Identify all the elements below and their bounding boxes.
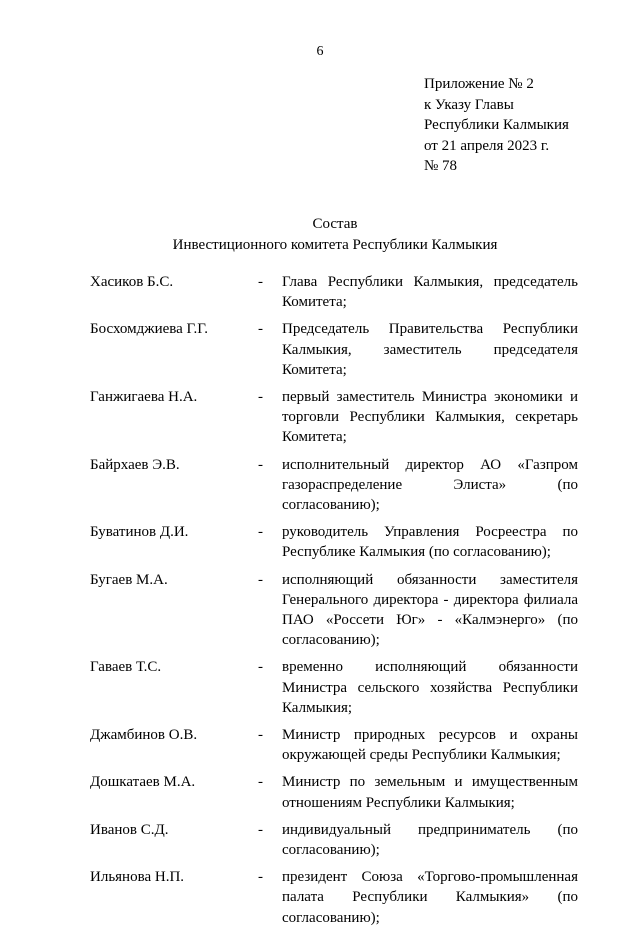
member-row <box>90 319 590 380</box>
member-role: Глава Республики Калмыкия, председатель Комитета; <box>282 274 578 311</box>
member-dash: - <box>258 456 263 473</box>
member-name: Хасиков Б.С. <box>90 274 174 290</box>
member-role: Министр природных ресурсов и охраны окружающей среды Республики Калмыкия; <box>282 727 578 764</box>
member-role: первый заместитель Министра экономики и торговли Республики Калмыкия, секретарь Комитета; <box>282 389 578 446</box>
member-dash: - <box>258 774 263 791</box>
member-name: Байрхаев Э.В. <box>90 456 180 473</box>
member-role: президент Союза «Торгово-промышленная палата Республики Калмыкия» (по согласованию); <box>282 869 578 926</box>
appendix-line: Приложение № 2 <box>424 76 534 92</box>
member-row <box>90 820 590 860</box>
appendix-line: Республики Калмыкия <box>424 117 569 133</box>
members-list <box>90 272 590 935</box>
member-name: Буватинов Д.И. <box>90 524 189 541</box>
member-row <box>90 570 590 651</box>
member-dash: - <box>258 869 263 886</box>
member-name: Дошкатаев М.А. <box>90 774 196 791</box>
member-role: временно исполняющий обязанности Министра сельского хозяйства Республики Калмыкия; <box>282 659 578 716</box>
title-line-1: Состав <box>312 216 358 232</box>
document-title <box>0 214 640 255</box>
member-dash: - <box>258 821 263 838</box>
member-row <box>90 725 590 765</box>
member-role: исполнительный директор АО «Газпром газораспределение Элиста» (по согласованию); <box>282 456 578 514</box>
member-role: Министр по земельным и имущественным отношениям Республики Калмыкия; <box>282 774 578 811</box>
title-line-2: Инвестиционного комитета Республики Калмыкия <box>172 236 498 253</box>
member-name: Иванов С.Д. <box>90 821 169 838</box>
member-name: Ганжигаева Н.А. <box>90 389 198 406</box>
member-row <box>90 657 590 718</box>
page-number: 6 <box>316 44 324 59</box>
member-dash: - <box>258 659 263 676</box>
member-role: руководитель Управления Росреестра по Республике Калмыкия (по согласованию); <box>282 524 578 561</box>
member-role: Председатель Правительства Республики Калмыкия, заместитель председателя Комитета; <box>282 321 578 378</box>
appendix-line: к Указу Главы <box>424 96 514 113</box>
member-row <box>90 867 590 928</box>
member-dash: - <box>258 524 263 541</box>
member-row <box>90 522 590 562</box>
member-role: индивидуальный предприниматель (по согласованию); <box>282 821 578 859</box>
member-dash: - <box>258 727 263 744</box>
appendix-line: № 78 <box>424 158 458 174</box>
member-dash: - <box>258 571 263 588</box>
member-dash: - <box>258 389 263 406</box>
member-name: Джамбинов О.В. <box>90 727 198 744</box>
member-name: Ильянова Н.П. <box>90 869 185 886</box>
member-name: Бугаев М.А. <box>90 571 168 588</box>
appendix-line: от 21 апреля 2023 г. <box>424 137 550 154</box>
member-row <box>90 272 590 312</box>
member-name: Босхомджиева Г.Г. <box>90 321 209 338</box>
appendix-note <box>424 74 569 177</box>
member-dash: - <box>258 274 263 290</box>
member-row <box>90 387 590 448</box>
member-dash: - <box>258 321 263 338</box>
member-row <box>90 455 590 516</box>
member-row <box>90 772 590 812</box>
member-name: Гаваев Т.С. <box>90 659 162 676</box>
member-role: исполняющий обязанности заместителя Генерального директора - директора филиала ПАО «Россети Юг» - «Калмэнерго» (по согласованию); <box>282 571 578 649</box>
